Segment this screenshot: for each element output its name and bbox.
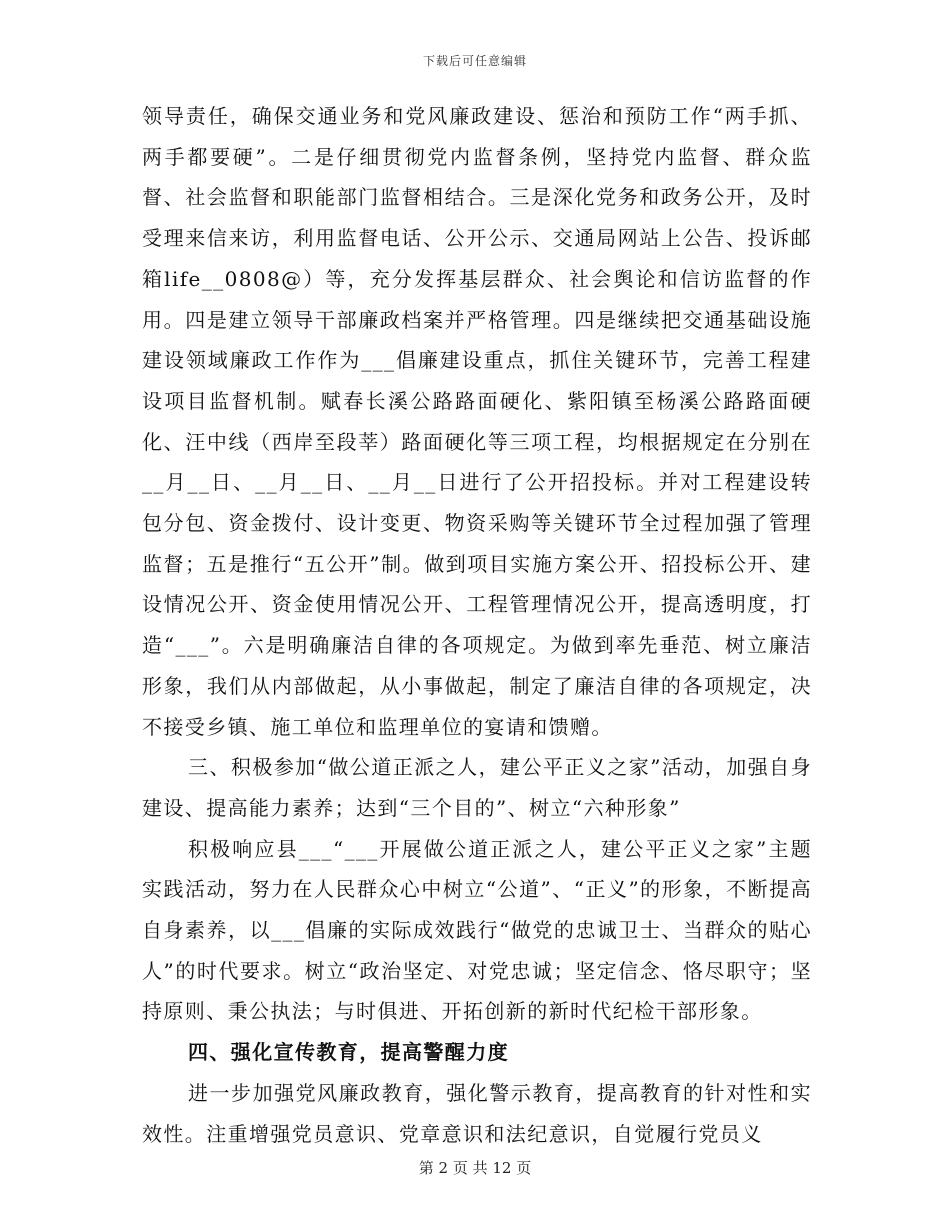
page-header: 下载后可任意编辑 <box>422 54 527 68</box>
paragraph-section-three-title: 三、积极参加“做公道正派之人，建公平正义之家”活动，加强自身建设、提高能力素养；达到“三个目的”、树立“六种形象” <box>142 755 812 820</box>
paragraph-section-four-body: 进一步加强党风廉政教育，强化警示教育，提高教育的针对性和实效性。注重增强党员意识、党章意识和法纪意识，自觉履行党员义 <box>142 1080 812 1146</box>
paragraph-section-three-body: 积极响应县___“___开展做公道正派之人，建公平正义之家”主题实践活动，努力在人民群众心中树立“公道”、“正义”的形象，不断提高自身素养，以___倡廉的实际成效践行“做党的忠诚卫士、当群众的贴心人”的时代要求。树立“政治坚定、对党忠诚；坚定信念、恪尽职守；坚持原则、秉公执法；与时俱进、开拓创新的新时代纪检干部形象。 <box>142 836 812 1024</box>
section-four-heading: 四、强化宣传教育，提高警醒力度 <box>188 1040 509 1065</box>
paragraph-continuation: 领导责任，确保交通业务和党风廉政建设、惩治和预防工作“两手抓、两手都要硬”。二是仔细贯彻党内监督条例，坚持党内监督、群众监督、社会监督和职能部门监督相结合。三是深化党务和政务公开，及时受理来信来访，利用监督电话、公开公示、交通局网站上公告、投诉邮箱life__0808@）等，充分发挥基层群众、社会舆论和信访监督的作用。四是建立领导干部廉政档案并严格管理。四是继续把交通基础设施建设领域廉政工作作为___倡廉建设重点，抓住关键环节，完善工程建设项目监督机制。赋春长溪公路路面硬化、紫阳镇至杨溪公路路面硬化、汪中线（西岸至段莘）路面硬化等三项工程，均根据规定在分别在__月__日、__月__日、__月__日进行了公开招投标。并对工程建设转包分包、资金拨付、设计变更、物资采购等关键环节全过程加强了管理监督；五是推行“五公开”制。做到项目实施方案公开、招投标公开、建设情况公开、资金使用情况公开、工程管理情况公开，提高透明度，打造“___”。六是明确廉洁自律的各项规定。为做到率先垂范、树立廉洁形象，我们从内部做起，从小事做起，制定了廉洁自律的各项规定，决不接受乡镇、施工单位和监理单位的宴请和馈赠。 <box>142 104 812 739</box>
document-body <box>142 96 812 1154</box>
page-number-footer: 第 2 页 共 12 页 <box>418 1159 532 1177</box>
